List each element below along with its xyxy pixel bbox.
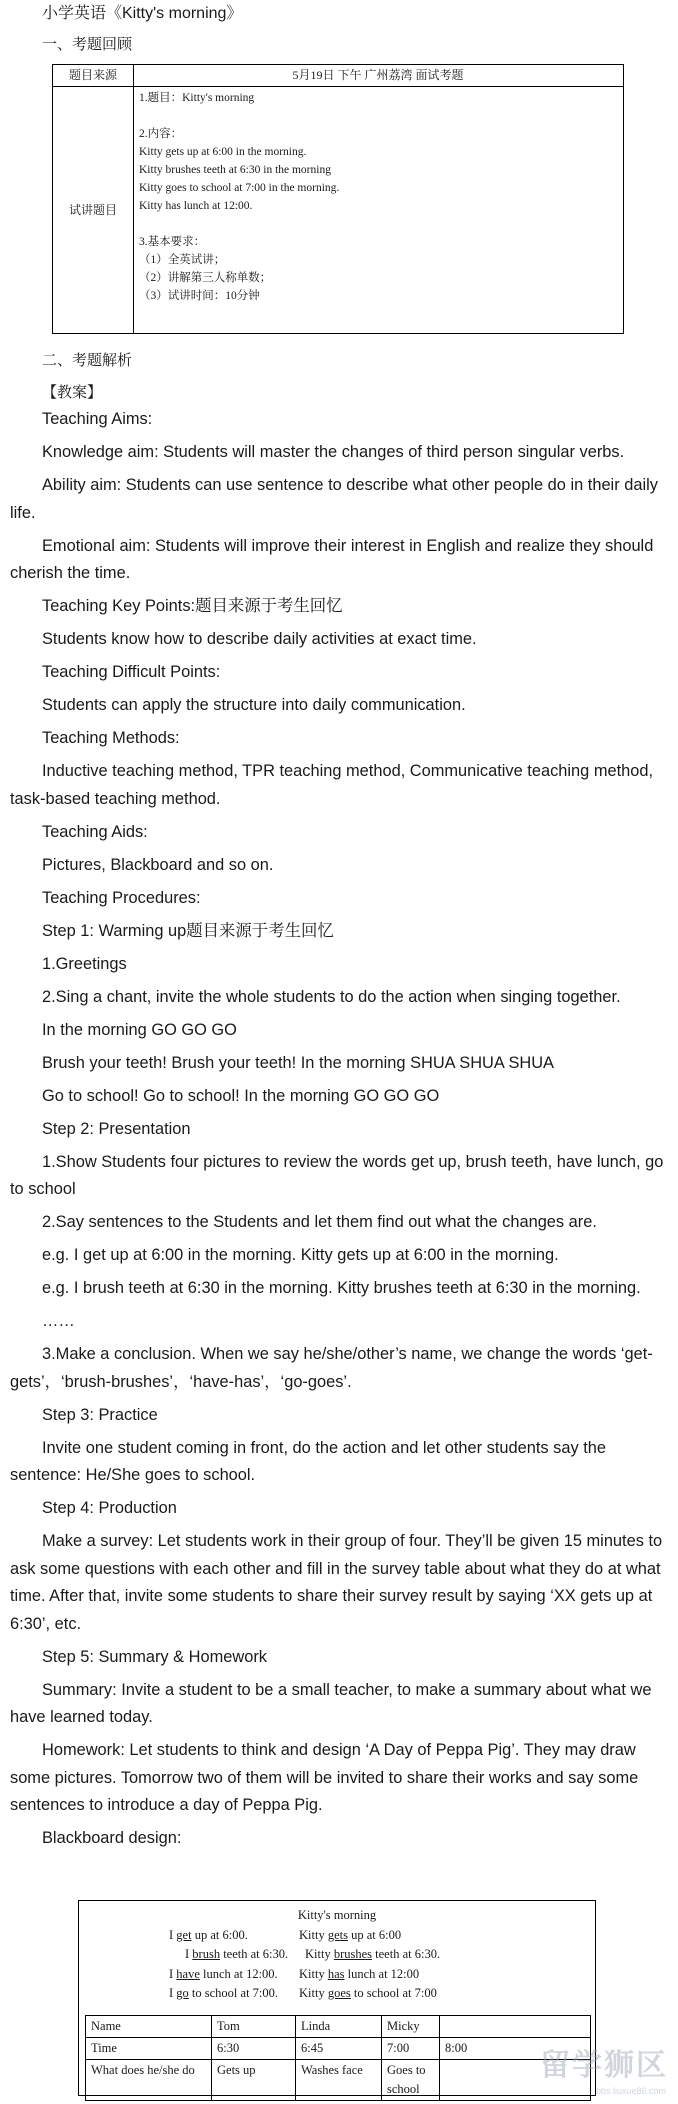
underlined-verb: have [176, 1966, 200, 1981]
exam-line: 3.基本要求： [139, 236, 206, 248]
paragraph: Students can apply the structure into daily communication. [42, 696, 466, 714]
paragraph: Blackboard design: [42, 1829, 182, 1847]
table-row [86, 2016, 591, 2038]
paragraph: 3.Make a conclusion. When we say he/she/other’s name, we change the words ‘get-gets’，‘brush-brushes’，‘have-has’，‘go-goes’. [10, 1345, 653, 1391]
paragraph: Teaching Key Points:题目来源于考生回忆 [42, 597, 343, 615]
table-header-date: 5月19日 下午 广州荔湾 面试考题 [292, 68, 464, 82]
paragraph: Emotional aim: Students will improve their interest in English and realize they should cherish the time. [10, 536, 654, 582]
table-cell: 7:00 [382, 2038, 440, 2060]
underlined-verb: has [327, 1966, 345, 1981]
paragraph: In the morning GO GO GO [42, 1020, 237, 1039]
lesson-plan-body [10, 406, 666, 1858]
exam-line-spacer [139, 107, 617, 125]
exam-content [139, 89, 617, 305]
paragraph: Students know how to describe daily activities at exact time. [42, 630, 477, 648]
paragraph: 2.Sing a chant, invite the whole students to do the action when singing together. [42, 987, 621, 1006]
table-cell: Washes face [296, 2060, 382, 2101]
watermark-url: bbs.liuxue86.com [595, 2086, 666, 2096]
paragraph: Teaching Difficult Points: [42, 663, 221, 681]
paragraph: Step 4: Production [42, 1499, 177, 1517]
i-sentence: I go to school at 7:00. [169, 1986, 279, 2000]
paragraph: Invite one student coming in front, do the action and let other students say the sentence: He/She goes to school. [10, 1438, 607, 1484]
exam-line: Kitty brushes teeth at 6:30 in the morning [139, 164, 331, 176]
exam-line: （3）试讲时间：10分钟 [139, 290, 260, 302]
exam-line: 1.题目：Kitty's morning [139, 92, 255, 104]
exam-line: Kitty gets up at 6:00 in the morning. [139, 146, 307, 158]
paragraph: Go to school! Go to school! In the morning GO GO GO [42, 1086, 440, 1105]
table-cell: Micky [382, 2016, 440, 2038]
paragraph: Ability aim: Students can use sentence to describe what other people do in their daily life. [10, 476, 658, 522]
underlined-verb: goes [327, 1986, 351, 2000]
paragraph: Step 5: Summary & Homework [42, 1647, 267, 1666]
exam-line: （2）讲解第三人称单数； [139, 272, 272, 284]
exam-line-spacer [139, 215, 617, 233]
paragraph: Inductive teaching method, TPR teaching method, Communicative teaching method, task-based teaching method. [10, 762, 654, 808]
blackboard-title: Kitty's morning [297, 1908, 377, 1922]
underlined-verb: gets [327, 1927, 348, 1942]
section-heading-analysis: 二、考题解析 [42, 352, 133, 369]
paragraph: Step 1: Warming up题目来源于考生回忆 [42, 921, 334, 940]
table-divider [53, 86, 623, 87]
section-heading-review: 一、考题回顾 [42, 36, 133, 53]
table-cell: Linda [296, 2016, 382, 2038]
table-divider [133, 65, 134, 333]
table-cell: Gets up [212, 2060, 296, 2101]
kitty-sentence: Kitty goes to school at 7:00 [299, 1986, 437, 2000]
lesson-plan-label: 【教案】 [42, 384, 103, 401]
blackboard-line [79, 1965, 595, 1985]
paragraph: Teaching Procedures: [42, 888, 201, 907]
paragraph: Pictures, Blackboard and so on. [42, 855, 274, 874]
paragraph: …… [42, 1312, 75, 1330]
table-cell: 6:30 [212, 2038, 296, 2060]
exam-line: 2.内容： [139, 128, 183, 140]
kitty-sentence: Kitty gets up at 6:00 [299, 1927, 402, 1942]
paragraph: 1.Show Students four pictures to review the words get up, brush teeth, have lunch, go to school [10, 1152, 664, 1198]
table-cell: What does he/she do [86, 2060, 212, 2101]
paragraph: 2.Say sentences to the Students and let them find out what the changes are. [42, 1213, 597, 1231]
site-watermark [498, 2038, 668, 2096]
blackboard-line [79, 1926, 595, 1946]
paragraph: 1.Greetings [42, 954, 127, 973]
table-cell: Tom [212, 2016, 296, 2038]
paragraph: Homework: Let students to think and design ‘A Day of Peppa Pig’. They may draw some pictures. Tomorrow two of them will be invited to share their works and say some sentences to introduce a day of Peppa Pig. [10, 1741, 639, 1814]
underlined-verb: get [176, 1927, 192, 1942]
table-cell: 8:00 [440, 2038, 591, 2060]
paragraph: e.g. I brush teeth at 6:30 in the morning. Kitty brushes teeth at 6:30 in the morning. [42, 1279, 641, 1297]
underlined-verb: brushes [333, 1947, 373, 1961]
underlined-verb: go [176, 1986, 189, 2000]
table-cell: Time [86, 2038, 212, 2060]
blackboard-line [79, 1984, 595, 2004]
table-label-topic: 试讲题目 [68, 203, 117, 217]
exam-line: （1）全英试讲； [139, 254, 226, 266]
paragraph: Teaching Aims: [42, 410, 153, 428]
exam-line: Kitty goes to school at 7:00 in the morning. [139, 182, 340, 194]
i-sentence: I brush teeth at 6:30. [185, 1947, 289, 1961]
paragraph: e.g. I get up at 6:00 in the morning. Kitty gets up at 6:00 in the morning. [42, 1246, 559, 1264]
document-title: 小学英语《Kitty's morning》 [42, 5, 243, 22]
paragraph: Knowledge aim: Students will master the changes of third person singular verbs. [42, 443, 625, 461]
paragraph: Teaching Aids: [42, 822, 148, 841]
paragraph: Summary: Invite a student to be a small teacher, to make a summary about what we have learned today. [10, 1680, 652, 1726]
kitty-sentence: Kitty brushes teeth at 6:30. [305, 1947, 441, 1961]
blackboard-line [79, 1945, 595, 1965]
exam-line: Kitty has lunch at 12:00. [139, 200, 253, 212]
i-sentence: I have lunch at 12:00. [169, 1966, 278, 1981]
table-cell: 6:45 [296, 2038, 382, 2060]
table-cell: Goes to school [382, 2060, 440, 2101]
paragraph: Brush your teeth! Brush your teeth! In the morning SHUA SHUA SHUA [42, 1053, 554, 1072]
i-sentence: I get up at 6:00. [169, 1927, 248, 1942]
table-cell: Name [86, 2016, 212, 2038]
paragraph: Teaching Methods: [42, 729, 180, 747]
underlined-verb: brush [192, 1947, 221, 1961]
paragraph: Step 2: Presentation [42, 1119, 191, 1138]
table-cell [440, 2016, 591, 2038]
kitty-sentence: Kitty has lunch at 12:00 [299, 1966, 420, 1981]
watermark-logo-text: 留学狮区 [540, 2049, 668, 2082]
exam-info-table [52, 64, 624, 334]
paragraph: Make a survey: Let students work in their group of four. They’ll be given 15 minutes to ask some questions with each other and fill in the survey table about what they do at what time. After that, invite some students to share their survey result by saying ‘XX gets up at 6:30’, etc. [10, 1532, 663, 1633]
paragraph: Step 3: Practice [42, 1405, 158, 1424]
table-header-source: 题目来源 [68, 68, 117, 82]
